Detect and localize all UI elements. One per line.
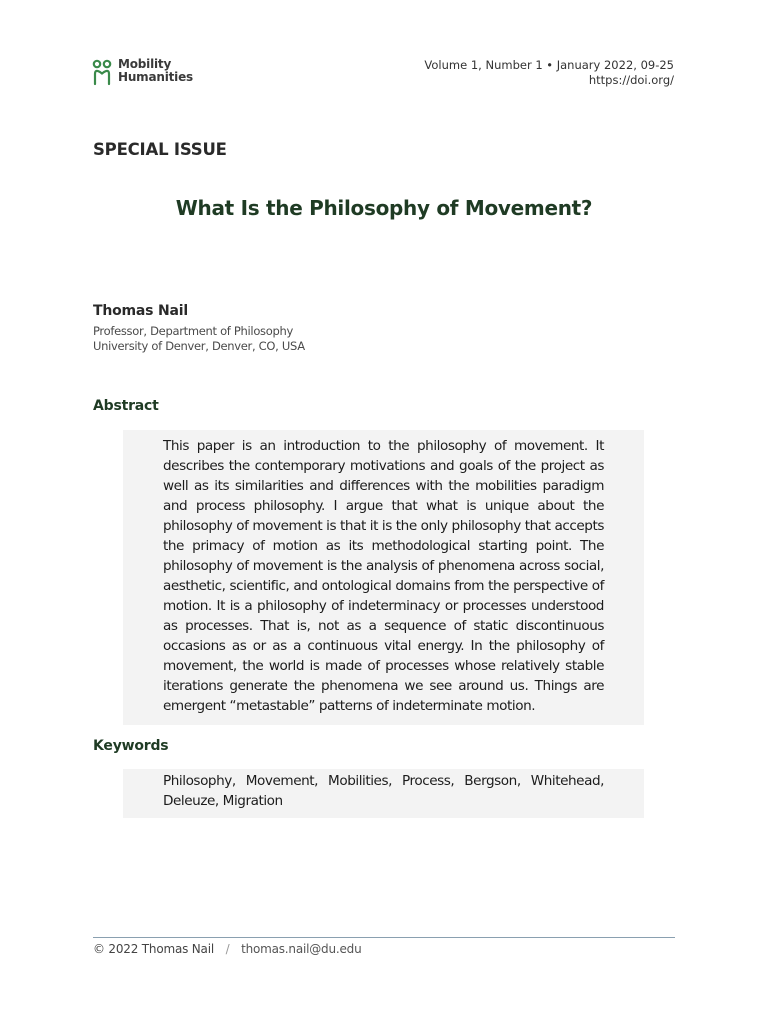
footer-separator: / xyxy=(225,942,230,956)
affiliation-line2: University of Denver, Denver, CO, USA xyxy=(93,339,305,353)
footer-author: Thomas Nail xyxy=(141,942,214,956)
author-name: Thomas Nail xyxy=(93,303,188,319)
footer-divider xyxy=(93,937,675,938)
journal-name-line1: Mobility xyxy=(118,57,172,71)
paper-title: What Is the Philosophy of Movement? xyxy=(175,196,593,220)
journal-logo xyxy=(92,58,193,86)
abstract-box xyxy=(123,430,644,725)
mobility-humanities-logo-icon xyxy=(92,58,112,86)
journal-name-line2: Humanities xyxy=(118,70,193,84)
journal-name xyxy=(118,58,193,84)
abstract-heading: Abstract xyxy=(93,398,159,414)
affiliation-line1: Professor, Department of Philosophy xyxy=(93,324,293,338)
footer xyxy=(93,942,362,956)
abstract-text: This paper is an introduction to the philosophy of movement. It describes the contemporary motivations and goals of the project as well as its similarities and differences with the mobilities paradigm and process philosophy. I argue that what is unique about the philosophy of movement is that it is the only philosophy that accepts the primacy of motion as its methodological starting point. The philosophy of movement is the analysis of phenomena across social, aesthetic, scientific, and ontological domains from the perspective of motion. It is a philosophy of indeterminacy or processes understood as processes. That is, not as a sequence of static discontinuous occasions as or as a continuous vital energy. In the philosophy of movement, the world is made of processes whose relatively stable iterations generate the phenomena we see around us. Things are emergent “metastable” patterns of indeterminate motion. xyxy=(163,438,604,714)
issue-metadata xyxy=(424,58,674,88)
keywords-text: Philosophy, Movement, Mobilities, Process, Bergson, Whitehead, Deleuze, Migration xyxy=(163,773,604,809)
volume-info: Volume 1, Number 1 • January 2022, 09-25 xyxy=(424,58,674,72)
section-label: SPECIAL ISSUE xyxy=(93,140,227,159)
doi-link[interactable]: https://doi.org/ xyxy=(588,73,674,87)
keywords-box xyxy=(123,769,644,818)
copyright-text: © 2022 xyxy=(93,942,139,956)
keywords-heading: Keywords xyxy=(93,738,169,754)
author-email-link[interactable]: thomas.nail@du.edu xyxy=(241,942,362,956)
author-block xyxy=(93,303,305,354)
